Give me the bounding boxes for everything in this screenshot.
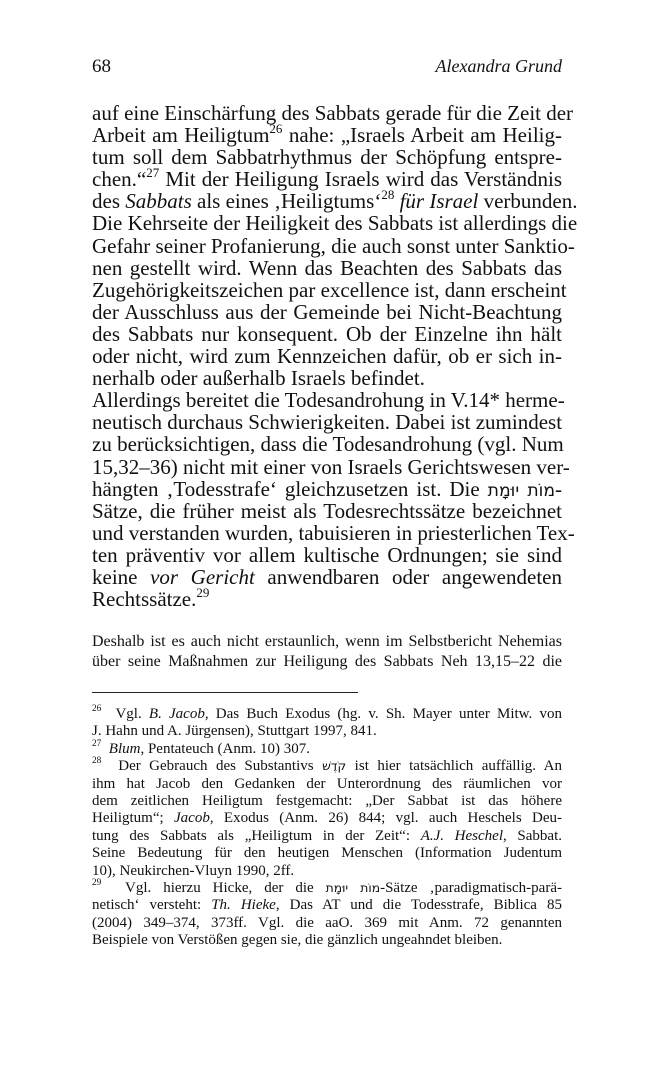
text-line: des Sabbats nur konsequent. Ob der Einzelne ihn hält bbox=[92, 321, 562, 346]
text-line: oder nicht, wird zum Kennzeichen dafür, ob er sich in- bbox=[92, 344, 562, 369]
footnote-line: Seine Bedeutung für den heutigen Menschen (Information Judentum bbox=[92, 845, 562, 862]
footnote-separator bbox=[92, 692, 358, 693]
page-number: 68 bbox=[92, 56, 111, 77]
footnote-number: 29 bbox=[92, 877, 102, 888]
text-line: hängten ‚Todesstrafe‘ gleichzusetzen ist. Die מוֹת יוּמָת- bbox=[92, 476, 562, 501]
text-line: Rechtssätze.$^{29}$ bbox=[92, 584, 210, 612]
hebrew-phrase: מוֹת יוּמָת bbox=[487, 480, 555, 501]
footnote-ref: 27 bbox=[146, 164, 160, 180]
footnote-line: $^{29}$ Vgl. hierzu Hicke, der die מוֹת יוּמָת-Sätze ‚paradigmatisch-parä- bbox=[92, 877, 562, 896]
text-line: 15,32–36) nicht mit einer von Israels Gerichtswesen ver- bbox=[92, 454, 570, 479]
text-line: Gefahr seiner Profanierung, die auch sonst unter Sanktio- bbox=[92, 233, 575, 258]
footnote-line: ihm hat Jacob den Gedanken der Unterordnung des räumlichen vor bbox=[92, 775, 562, 792]
footnote-line: $^{27}$ Blum, Pentateuch (Anm. 10) 307. bbox=[92, 738, 311, 757]
footnote-line: tung des Sabbats als „Heiligtum in der Zeit“: A.J. Heschel, Sabbat. bbox=[92, 827, 563, 844]
footnote-line: dem zeitlichen Heiligtum festgemacht: „Der Sabbat ist das höhere bbox=[92, 792, 562, 809]
text-line: über seine Maßnahmen zur Heiligung des Sabbats Neh 13,15–22 die bbox=[92, 652, 562, 670]
hebrew-word: קֹדֶשׁ bbox=[322, 759, 347, 774]
footnotes bbox=[92, 706, 562, 949]
text-line: Die Kehrseite der Heiligkeit des Sabbats ist allerdings die bbox=[92, 211, 578, 236]
text-line: neutisch durchaus Schwierigkeiten. Dabei ist zumindest bbox=[92, 410, 563, 435]
text-line: der Ausschluss aus der Gemeinde bei Nicht-Beachtung bbox=[92, 299, 562, 324]
footnote-line: $^{26}$ Vgl. B. Jacob, Das Buch Exodus (hg. v. Sh. Mayer unter Mitw. von bbox=[92, 704, 562, 722]
text-line: Arbeit am Heiligtum$^{26}$ nahe: „Israels Arbeit am Heilig- bbox=[92, 120, 562, 148]
text-line: Allerdings bereitet die Todesandrohung in V.14* herme- bbox=[92, 388, 565, 413]
text-line: Sätze, die früher meist als Todesrechtssätze bezeichnet bbox=[92, 498, 562, 523]
hebrew-phrase: מוֹת יוּמָת bbox=[325, 880, 381, 895]
footnote-number: 27 bbox=[92, 738, 102, 749]
footnote-line: 10), Neukirchen-Vluyn 1990, 2ff. bbox=[92, 862, 295, 879]
text-line: Zugehörigkeitszeichen par excellence ist, dann erscheint bbox=[92, 277, 567, 302]
footnote-ref: 26 bbox=[269, 120, 283, 136]
footnote-line: Beispiele von Verstößen gegen sie, die gänzlich ungeahndet bleiben. bbox=[92, 932, 503, 949]
text-line: nerhalb oder außerhalb Israels befindet. bbox=[92, 366, 425, 391]
text-line: auf eine Einschärfung des Sabbats gerade für die Zeit der bbox=[92, 101, 574, 125]
footnote-ref: 29 bbox=[196, 584, 210, 600]
footnote-number: 28 bbox=[92, 756, 102, 767]
text-line: des Sabbats als eines ‚Heiligtums‘$^{28}$ für Israel verbunden. bbox=[92, 187, 578, 214]
main-text bbox=[92, 101, 578, 612]
footnote-ref: 28 bbox=[381, 187, 395, 203]
text-line: chen.“$^{27}$ Mit der Heiligung Israels wird das Verständnis bbox=[92, 164, 562, 192]
running-header bbox=[92, 56, 562, 82]
footnote-line: Heiligtum“; Jacob, Exodus (Anm. 26) 844; vgl. auch Heschels Deu- bbox=[92, 810, 563, 827]
text-line: nen gestellt wird. Wenn das Beachten des Sabbats das bbox=[92, 255, 562, 280]
footnote-line: $^{28}$ Der Gebrauch des Substantivs קֹדֶשׁ ist hier tatsächlich auffällig. An bbox=[92, 756, 562, 775]
footnote-line: netisch‘ versteht: Th. Hieke, Das AT und die Todesstrafe, Biblica 85 bbox=[92, 897, 562, 914]
footnote-line: J. Hahn und A. Jürgensen), Stuttgart 1997, 841. bbox=[92, 723, 377, 740]
text-line: tum soll dem Sabbatrhythmus der Schöpfung entspre- bbox=[92, 145, 562, 170]
text-line: Deshalb ist es auch nicht erstaunlich, wenn im Selbstbericht Nehemias bbox=[92, 633, 562, 650]
text-line: ten präventiv vor allem kultische Ordnungen; sie sind bbox=[92, 542, 562, 567]
text-line: und verstanden wurden, tabuisieren in priesterlichen Tex- bbox=[92, 520, 575, 545]
text-line: keine vor Gericht anwendbaren oder angewendeten bbox=[92, 564, 562, 589]
running-author: Alexandra Grund bbox=[435, 56, 562, 76]
text-line: zu berücksichtigen, dass die Todesandrohung (vgl. Num bbox=[92, 432, 564, 457]
small-print-paragraph bbox=[92, 632, 562, 671]
footnote-line: (2004) 349–374, 373ff. Vgl. die aaO. 369 mit Anm. 72 genannten bbox=[92, 914, 562, 931]
footnote-number: 26 bbox=[92, 704, 102, 715]
